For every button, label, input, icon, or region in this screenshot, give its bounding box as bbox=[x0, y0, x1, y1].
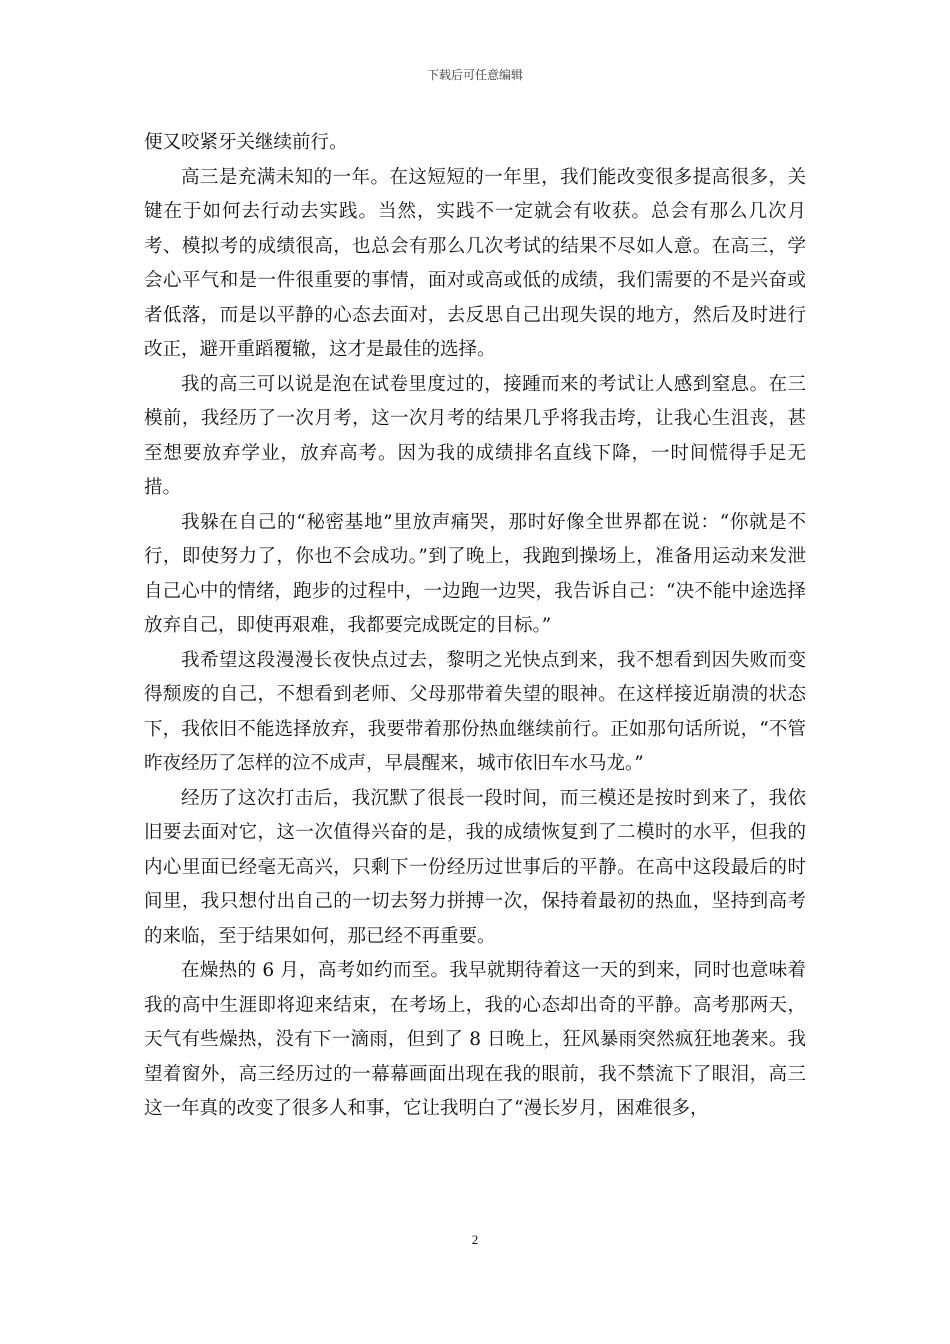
paragraph-4: 我躲在自己的“秘密基地”里放声痛哭，那时好像全世界都在说：“你就是不行，即使努力了，你也不会成功。”到了晚上，我跑到操场上，准备用运动来发泄自己心中的情绪，跑步的过程中，一边跑一边哭，我告诉自己：“决不能中途选择放弃自己，即使再艰难，我都要完成既定的目标。” bbox=[144, 511, 806, 636]
paragraph-7: 在燥热的 6 月，高考如约而至。我早就期待着这一天的到来，同时也意味着我的高中生涯即将迎来结束，在考场上，我的心态却出奇的平静。高考那两天，天气有些燥热，没有下一滴雨，但到了 8 日晚上，狂风暴雨突然疯狂地袭来。我望着窗外，高三经历过的一幕幕画面出现在我的眼前，我不禁流下了眼泪，高三这一年真的改变了很多人和事，它让我明白了“漫长岁月，困难很多， bbox=[144, 960, 806, 1119]
paragraph-5: 我希望这段漫漫长夜快点过去，黎明之光快点到来，我不想看到因失败而变得颓废的自己，不想看到老师、父母那带着失望的眼神。在这样接近崩溃的状态下，我依旧不能选择放弃，我要带着那份热血继续前行。正如那句话所说，“不管昨夜经历了怎样的泣不成声，早晨醒来，城市依旧车水马龙。” bbox=[144, 649, 806, 774]
paragraph-2: 高三是充满未知的一年。在这短短的一年里，我们能改变很多提高很多，关键在于如何去行动去实践。当然，实践不一定就会有收获。总会有那么几次月考、模拟考的成绩很高，也总会有那么几次考试的结果不尽如人意。在高三，学会心平气和是一件很重要的事情，面对或高或低的成绩，我们需要的不是兴奋或者低落，而是以平静的心态去面对，去反思自己出现失误的地方，然后及时进行改正，避开重蹈覆辙，这才是最佳的选择。 bbox=[144, 166, 806, 360]
page-header: 下载后可任意编辑 bbox=[426, 68, 523, 82]
paragraph-6: 经历了这次打击后，我沉默了很長一段时间，而三模还是按时到来了，我依旧要去面对它，这一次值得兴奋的是，我的成绩恢复到了二模时的水平，但我的内心里面已经毫无高兴，只剩下一份经历过世事后的平静。在高中这段最后的时间里，我只想付出自己的一切去努力拼搏一次，保持着最初的热血，坚持到高考的来临，至于结果如何，那已经不再重要。 bbox=[144, 787, 806, 947]
body-text bbox=[144, 126, 806, 1127]
page-number: 2 bbox=[471, 1232, 479, 1247]
paragraph-3: 我的高三可以说是泡在试卷里度过的，接踵而来的考试让人感到窒息。在三模前，我经历了一次月考，这一次月考的结果几乎将我击垮，让我心生沮丧，甚至想要放弃学业，放弃高考。因为我的成绩排名直线下降，一时间慌得手足无措。 bbox=[144, 373, 806, 498]
paragraph-1: 便又咬紧牙关继续前行。 bbox=[144, 132, 348, 153]
